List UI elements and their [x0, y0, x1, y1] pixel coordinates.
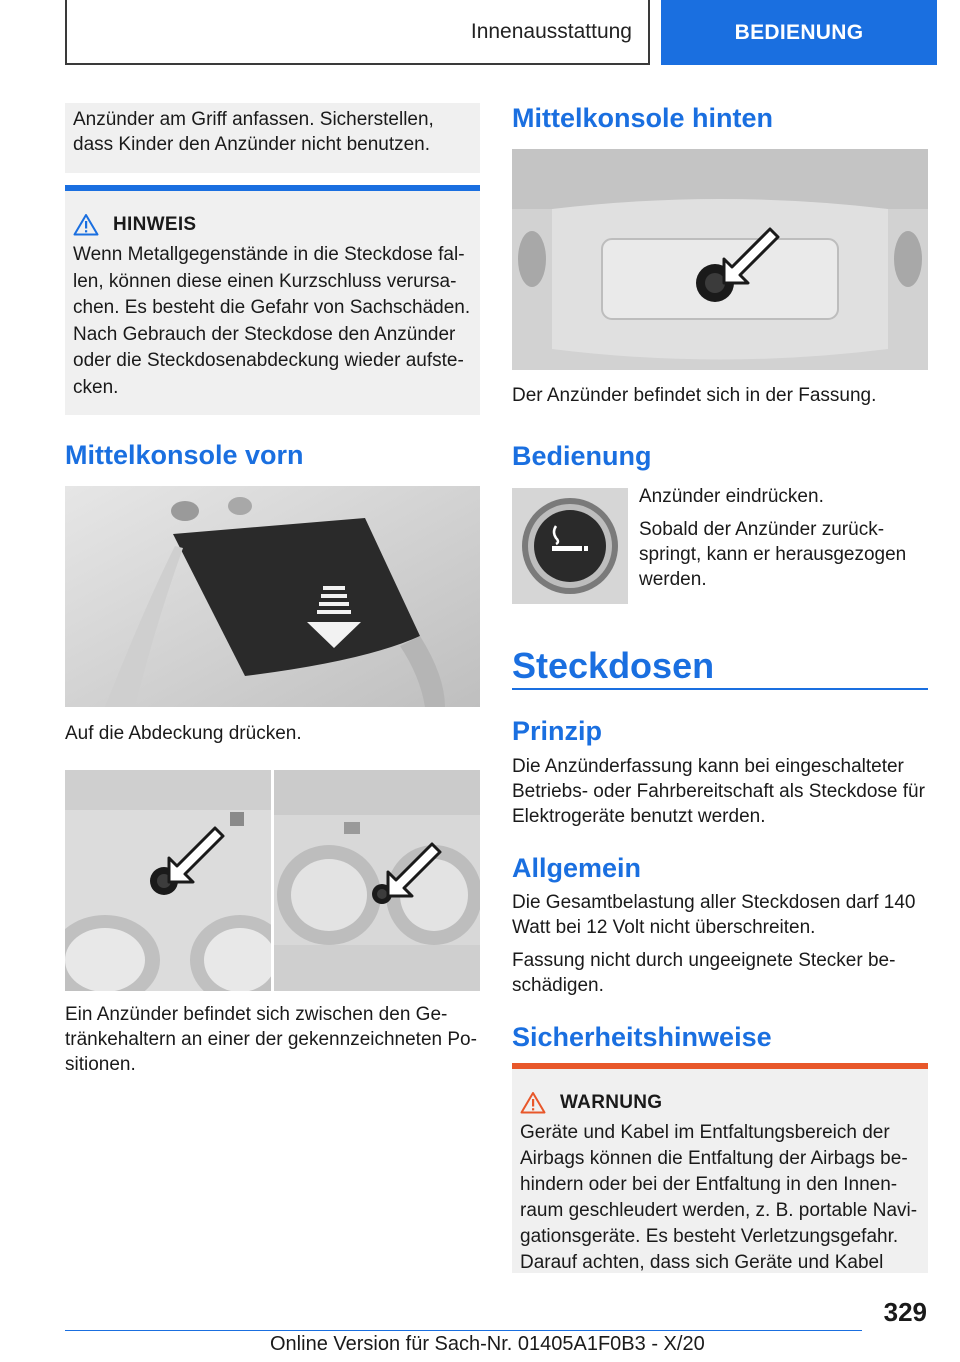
caption-cover: Auf die Abdeckung drücken. — [65, 723, 302, 744]
header-chapter-label: BEDIENUNG — [734, 20, 864, 44]
operation-text-1: Anzünder eindrücken. — [639, 486, 824, 507]
cupholder-image-left — [65, 770, 271, 991]
principle-text: Die Anzünderfassung kann bei eingeschalteter Betriebs- oder Fahrbereitschaft als Steckdose für Elektrogeräte benutzt werden. — [512, 756, 925, 827]
footer-rule — [65, 1330, 862, 1331]
caption-rear: Der Anzünder befindet sich in der Fassung. — [512, 385, 877, 406]
note-box — [65, 185, 480, 415]
warning-triangle-icon — [73, 213, 99, 236]
operation-heading: Bedienung — [512, 441, 652, 471]
warning-title: WARNUNG — [560, 1091, 663, 1113]
cupholder-image-right — [274, 770, 480, 991]
sockets-rule — [512, 688, 928, 690]
header-section-title: Innenausstattung — [470, 19, 632, 43]
lighter-button-image — [512, 488, 628, 604]
operation-text-2: Sobald der Anzünder zurückspringt, kann er herausgezogen werden. — [639, 519, 907, 590]
header-section-box — [65, 0, 650, 65]
header-chapter-tab[interactable] — [661, 0, 937, 65]
page-number: 329 — [883, 1297, 927, 1327]
note-title: HINWEIS — [113, 213, 197, 235]
principle-heading: Prinzip — [512, 716, 603, 746]
intro-box — [65, 103, 480, 173]
sockets-heading: Steckdosen — [512, 645, 715, 686]
general-text-2: Fassung nicht durch ungeeignete Stecker beschädigen. — [512, 950, 896, 996]
intro-text: Anzünder am Griff anfassen. Sicherstellen, dass Kinder den Anzünder nicht benutzen. — [73, 109, 434, 155]
caption-cupholder: Ein Anzünder befindet sich zwischen den Getränkehaltern an einer der gekennzeichneten Positionen. — [65, 1004, 477, 1075]
safety-heading: Sicherheitshinweise — [512, 1022, 772, 1052]
warning-title-row — [520, 1091, 920, 1114]
rear-console-heading: Mittelkonsole hinten — [512, 103, 774, 133]
footer-text: Online Version für Sach-Nr. 01405A1F0B3 - X/20 — [270, 1333, 705, 1355]
warning-text: Geräte und Kabel im Entfaltungsbereich der Airbags können die Entfaltung der Airbags behindern oder bei der Entfaltung in den Innenraum geschleudert werden, z. B. portable Navigationsgeräte. Es besteht Verletzungsgefahr. Darauf achten, dass sich Geräte und Kabel — [520, 1122, 918, 1273]
warning-triangle-icon — [520, 1091, 546, 1114]
general-text-1: Die Gesamtbelastung aller Steckdosen darf 140 Watt bei 12 Volt nicht überschreiten. — [512, 892, 916, 938]
front-console-cover-image — [65, 486, 480, 707]
note-text: Wenn Metallgegenstände in die Steckdose fallen, können diese einen Kurzschluss verursachen. Es besteht die Gefahr von Sachschäden. Nach Gebrauch der Steckdose den Anzünder oder die Steckdosenabdeckung wieder aufstecken. — [73, 244, 471, 398]
warning-box — [512, 1063, 928, 1273]
general-heading: Allgemein — [512, 853, 642, 883]
note-title-row — [73, 213, 472, 236]
front-console-heading: Mittelkonsole vorn — [65, 440, 304, 470]
rear-console-image — [512, 149, 928, 370]
